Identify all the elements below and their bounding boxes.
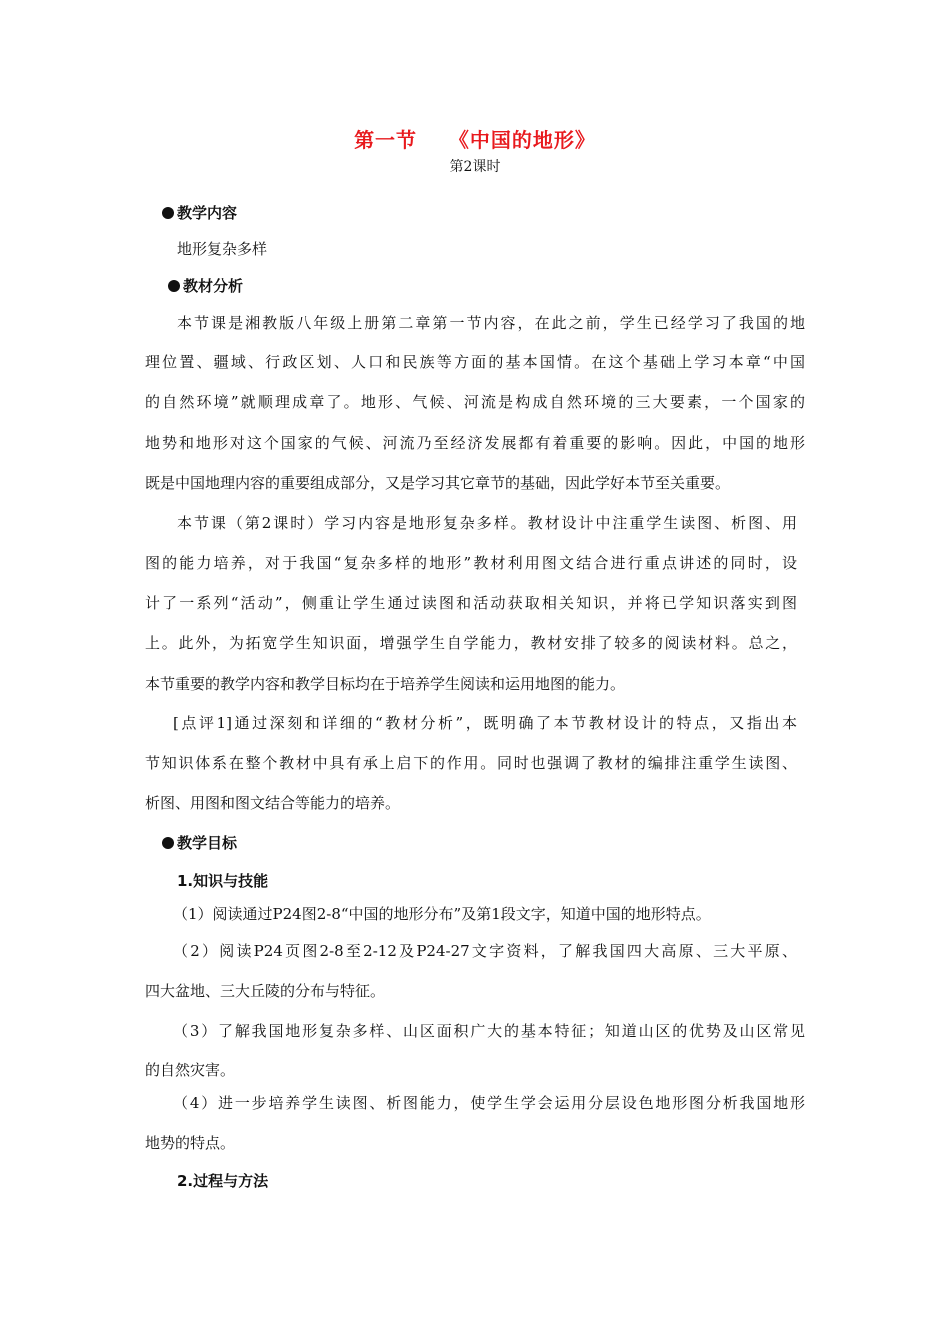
paragraph-line: 计了一系列“活动”，侧重让学生通过读图和活动获取相关知识，并将已学知识落实到图 — [145, 594, 797, 612]
heading-goals: 教学目标 — [162, 832, 237, 853]
paragraph-line: 本节课是湘教版八年级上册第二章第一节内容，在此之前，学生已经学习了我国的地 — [177, 314, 805, 332]
paragraph-line: 本节课（第2课时）学习内容是地形复杂多样。教材设计中注重学生读图、析图、用 — [177, 514, 797, 532]
goal-knowledge-title: 1.知识与技能 — [177, 872, 269, 890]
goal-process-title: 2.过程与方法 — [177, 1172, 269, 1190]
paragraph-line: 本节重要的教学内容和教学目标均在于培养学生阅读和运用地图的能力。 — [145, 675, 626, 693]
bullet-icon — [168, 280, 180, 292]
goal-item: （3）了解我国地形复杂多样、山区面积广大的基本特征；知道山区的优势及山区常见 — [173, 1022, 805, 1040]
goal-item: （4）进一步培养学生读图、析图能力，使学生学会运用分层设色地形图分析我国地形 — [173, 1094, 805, 1112]
paragraph-line: 理位置、疆域、行政区划、人口和民族等方面的基本国情。在这个基础上学习本章“中国 — [145, 353, 805, 371]
paragraph-line: 地势和地形对这个国家的气候、河流乃至经济发展都有着重要的影响。因此，中国的地形 — [145, 434, 805, 452]
content-text: 地形复杂多样 — [177, 240, 268, 258]
page-subtitle: 第2课时 — [449, 159, 501, 175]
bullet-icon — [162, 837, 174, 849]
comment-line: [点评1]通过深刻和详细的“教材分析”，既明确了本节教材设计的特点，又指出本 — [173, 714, 797, 732]
heading-content: 教学内容 — [162, 202, 237, 223]
page-title: 第一节 《中国的地形》 — [354, 128, 596, 152]
bullet-icon — [162, 207, 174, 219]
goal-item: 的自然灾害。 — [145, 1061, 236, 1079]
goal-item: 四大盆地、三大丘陵的分布与特征。 — [145, 982, 386, 1000]
comment-line: 析图、用图和图文结合等能力的培养。 — [145, 794, 401, 812]
goal-item: 地势的特点。 — [145, 1134, 236, 1152]
comment-line: 节知识体系在整个教材中具有承上启下的作用。同时也强调了教材的编排注重学生读图、 — [145, 754, 797, 772]
goal-item: （2）阅读P24页图2-8至2-12及P24-27文字资料，了解我国四大高原、三大平原、 — [173, 942, 797, 960]
paragraph-line: 的自然环境”就顺理成章了。地形、气候、河流是构成自然环境的三大要素，一个国家的 — [145, 393, 805, 411]
heading-analysis: 教材分析 — [168, 275, 243, 296]
paragraph-line: 图的能力培养，对于我国“复杂多样的地形”教材利用图文结合进行重点讲述的同时，设 — [145, 554, 797, 572]
paragraph-line: 上。此外，为拓宽学生知识面，增强学生自学能力，教材安排了较多的阅读材料。总之， — [145, 634, 797, 652]
paragraph-line: 既是中国地理内容的重要组成部分，又是学习其它章节的基础，因此学好本节至关重要。 — [145, 474, 731, 492]
goal-item: （1）阅读通过P24图2-8“中国的地形分布”及第1段文字，知道中国的地形特点。 — [173, 905, 711, 923]
